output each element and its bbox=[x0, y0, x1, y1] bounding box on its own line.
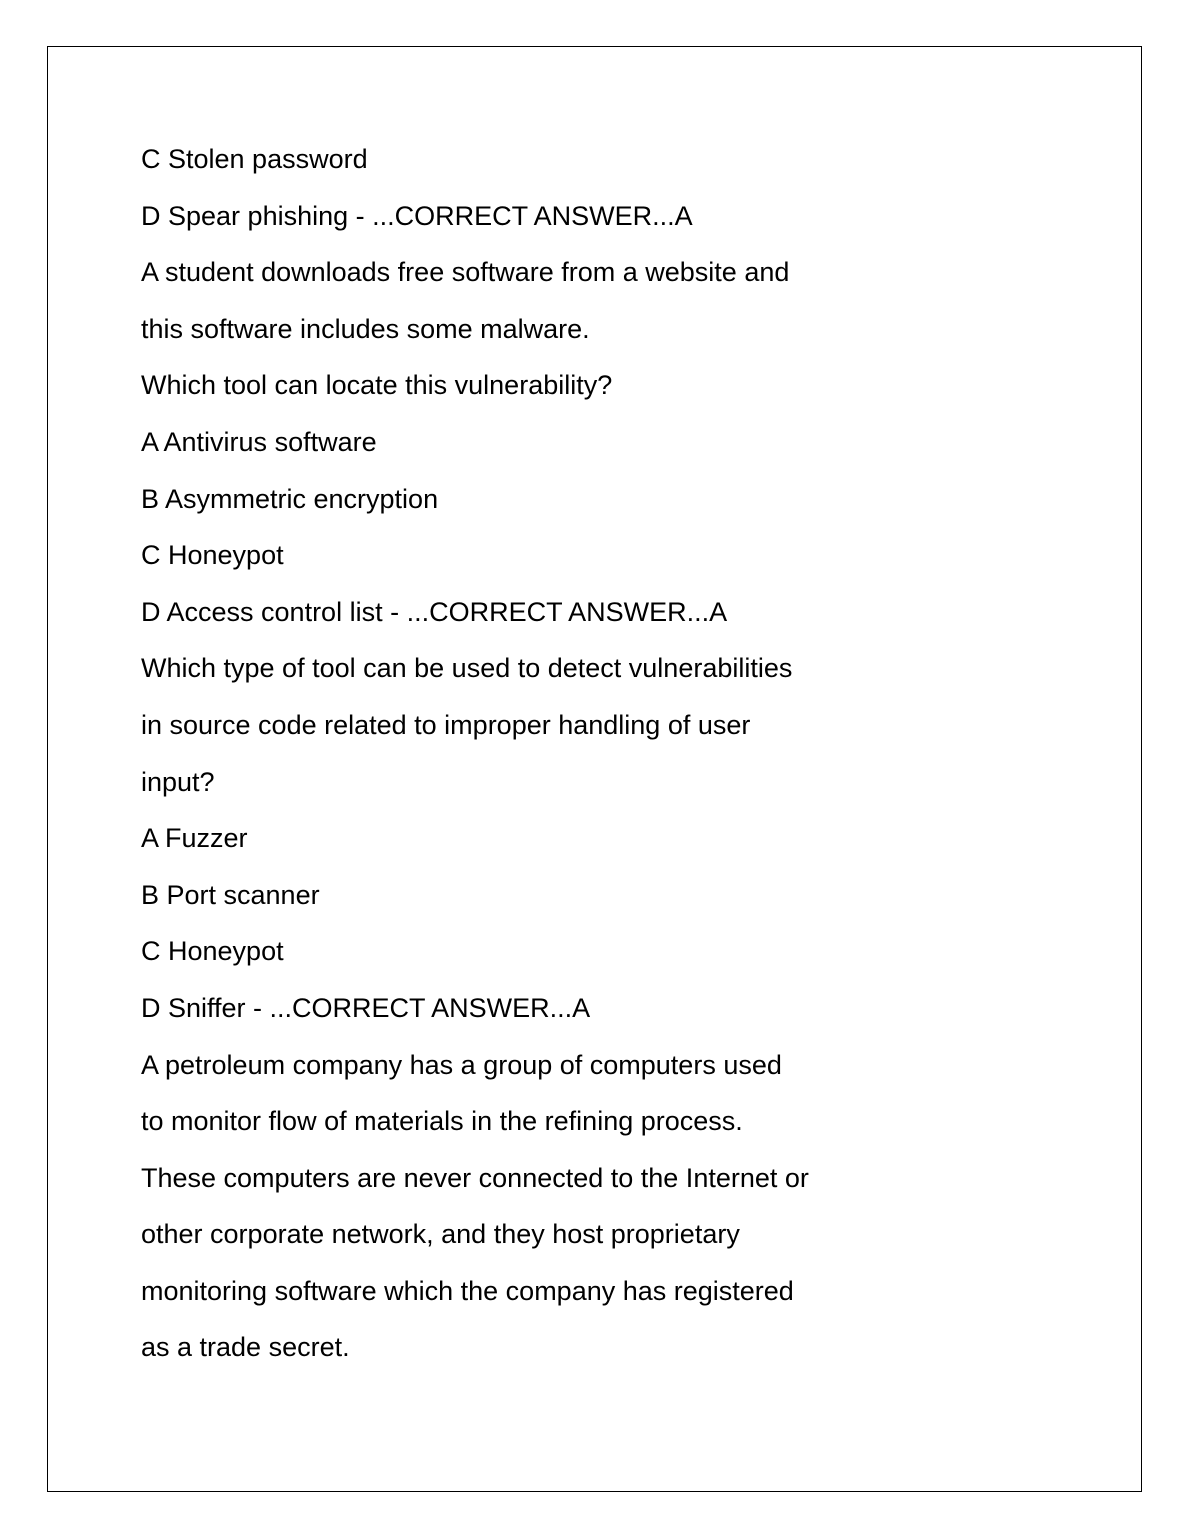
text-line: A Antivirus software bbox=[141, 426, 377, 457]
text-line: B Port scanner bbox=[141, 879, 320, 910]
text-line: A petroleum company has a group of computers used bbox=[141, 1049, 782, 1080]
text-line: C Honeypot bbox=[141, 936, 284, 967]
document-body bbox=[141, 131, 901, 1376]
text-line: to monitor flow of materials in the refining process. bbox=[141, 1106, 743, 1137]
text-line: A Fuzzer bbox=[141, 823, 248, 854]
text-line: B Asymmetric encryption bbox=[141, 483, 439, 514]
text-line: in source code related to improper handling of user bbox=[141, 709, 751, 740]
text-line: this software includes some malware. bbox=[141, 313, 590, 344]
text-line: D Sniffer - ...CORRECT ANSWER...A bbox=[141, 992, 591, 1023]
text-line: monitoring software which the company has registered bbox=[141, 1275, 794, 1306]
text-line: C Honeypot bbox=[141, 540, 284, 571]
text-line: C Stolen password bbox=[141, 144, 368, 174]
text-line: D Access control list - ...CORRECT ANSWER...A bbox=[141, 596, 728, 627]
text-line: These computers are never connected to the Internet or bbox=[141, 1162, 809, 1193]
text-line: Which type of tool can be used to detect vulnerabilities bbox=[141, 653, 793, 684]
text-line: other corporate network, and they host proprietary bbox=[141, 1219, 740, 1250]
text-line: D Spear phishing - ...CORRECT ANSWER...A bbox=[141, 200, 693, 231]
text-line: Which tool can locate this vulnerability? bbox=[141, 370, 613, 401]
text-line: as a trade secret. bbox=[141, 1332, 350, 1363]
text-line: A student downloads free software from a website and bbox=[141, 257, 790, 288]
text-line: input? bbox=[141, 766, 215, 797]
